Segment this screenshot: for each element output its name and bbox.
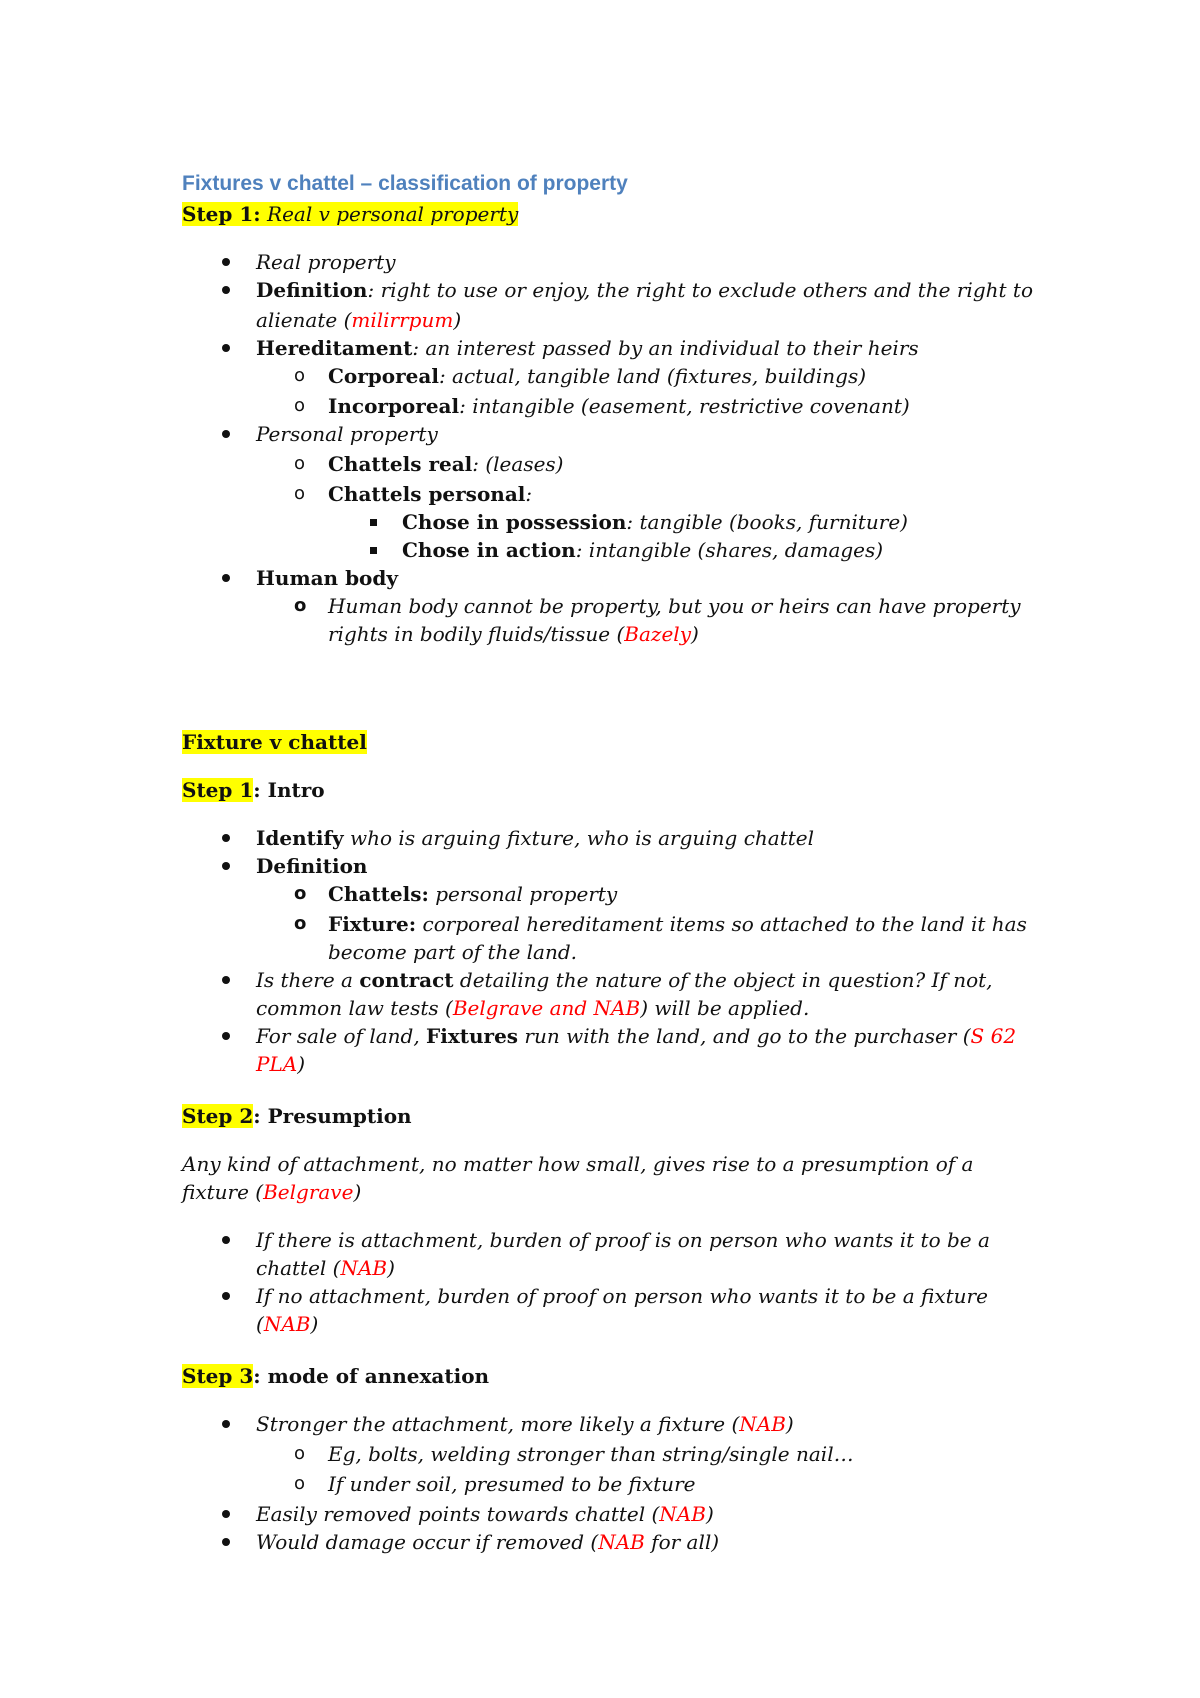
square-bullet-icon bbox=[370, 547, 377, 554]
item-text: run with the land, and go to the purchaser ( bbox=[518, 1024, 971, 1048]
item-text: who is arguing fixture, who is arguing chattel bbox=[343, 826, 815, 850]
item-text: If no attachment, burden of proof on person who wants it to be a fixture bbox=[256, 1284, 988, 1308]
bullet-icon bbox=[222, 1538, 230, 1546]
item-text: ( bbox=[256, 1312, 264, 1336]
item-text: personal property bbox=[428, 882, 618, 906]
circle-bullet-icon: o bbox=[294, 1443, 306, 1464]
item-text: : intangible (easement, restrictive covenant) bbox=[459, 394, 910, 418]
bullet-icon bbox=[222, 976, 230, 984]
bullet-icon bbox=[222, 834, 230, 842]
step-title: : mode of annexation bbox=[253, 1364, 490, 1388]
square-bullet-icon bbox=[370, 519, 377, 526]
item-continuation bbox=[256, 1310, 318, 1338]
step-heading bbox=[182, 1362, 489, 1390]
item-text: : bbox=[525, 482, 533, 506]
item-text: ) bbox=[387, 1256, 395, 1280]
bullet-icon bbox=[222, 574, 230, 582]
bullet-icon bbox=[222, 862, 230, 870]
item-label: Definition bbox=[256, 278, 368, 302]
item-label: Human body bbox=[256, 566, 398, 590]
circle-bullet-icon: o bbox=[294, 365, 306, 386]
item-text: : tangible (books, furniture) bbox=[626, 510, 908, 534]
paragraph: Any kind of attachment, no matter how small, gives rise to a presumption of a bbox=[182, 1152, 974, 1176]
circle-bullet-icon: o bbox=[294, 395, 306, 416]
step-text: Real v personal property bbox=[267, 202, 519, 226]
item-text: : intangible (shares, damages) bbox=[575, 538, 884, 562]
case-citation: NAB bbox=[340, 1256, 388, 1280]
item-text: ) will be applied. bbox=[640, 996, 810, 1020]
item-text: : (leases) bbox=[472, 452, 564, 476]
item-text: Would damage occur if removed ( bbox=[256, 1530, 599, 1554]
case-citation: NAB bbox=[739, 1412, 786, 1436]
item-text: rights in bodily fluids/tissue ( bbox=[328, 622, 625, 646]
item-text: fixture ( bbox=[182, 1180, 264, 1204]
bullet-icon bbox=[222, 1236, 230, 1244]
item-text: ) bbox=[297, 1052, 305, 1076]
circle-bullet-icon: o bbox=[294, 453, 306, 474]
item-text: ) bbox=[310, 1312, 319, 1336]
item-text: ) bbox=[705, 1502, 714, 1526]
item-text: Easily removed points towards chattel ( bbox=[256, 1502, 660, 1526]
circle-bullet-icon: o bbox=[294, 913, 307, 934]
section-title: Fixtures v chattel – classification of property bbox=[182, 172, 628, 195]
item-label: Incorporeal bbox=[328, 394, 460, 418]
item-text: If there is attachment, burden of proof is on person who wants it to be a bbox=[256, 1228, 990, 1252]
item-label: Chose in possession bbox=[402, 510, 627, 534]
item-text: If under soil, presumed to be fixture bbox=[328, 1472, 696, 1496]
item-continuation bbox=[256, 1050, 305, 1078]
item-text: Stronger the attachment, more likely a fixture ( bbox=[256, 1412, 740, 1436]
case-citation: milirrpum bbox=[351, 308, 454, 332]
section-heading bbox=[182, 728, 367, 756]
item-text: ) bbox=[785, 1412, 794, 1436]
item-text: Real property bbox=[256, 250, 396, 274]
item-label: Definition bbox=[256, 854, 368, 878]
item-label: Identify bbox=[256, 826, 344, 850]
step-heading bbox=[182, 1102, 412, 1130]
bullet-icon bbox=[222, 258, 230, 266]
item-text: detailing the nature of the object in question? If not, bbox=[453, 968, 993, 992]
item-label: Fixtures bbox=[426, 1024, 519, 1048]
bullet-icon bbox=[222, 1510, 230, 1518]
item-label: Chattels real bbox=[328, 452, 473, 476]
item-continuation bbox=[256, 306, 461, 334]
bullet-icon bbox=[222, 1292, 230, 1300]
item-label: Corporeal bbox=[328, 364, 439, 388]
item-text: ) bbox=[691, 622, 699, 646]
circle-bullet-icon: o bbox=[294, 1473, 306, 1494]
item-continuation: become part of the land. bbox=[328, 940, 577, 964]
case-citation: Bazely bbox=[624, 622, 691, 646]
step-title: : Presumption bbox=[253, 1104, 412, 1128]
bullet-icon bbox=[222, 344, 230, 352]
item-text: : actual, tangible land (fixtures, buildings) bbox=[438, 364, 867, 388]
case-citation: NAB bbox=[598, 1530, 645, 1554]
circle-bullet-icon: o bbox=[294, 483, 306, 504]
bullet-icon bbox=[222, 286, 230, 294]
case-citation: PLA bbox=[256, 1052, 298, 1076]
item-label: Chose in action bbox=[402, 538, 576, 562]
item-text: For sale of land, bbox=[256, 1024, 427, 1048]
item-label: Chattels: bbox=[328, 882, 429, 906]
step-label: Step 2 bbox=[182, 1104, 254, 1128]
circle-bullet-icon: o bbox=[294, 595, 307, 616]
item-text: ) bbox=[353, 1180, 362, 1204]
item-continuation bbox=[256, 1254, 395, 1282]
item-text: corporeal hereditament items so attached to the land it has bbox=[416, 912, 1027, 936]
item-text: ) bbox=[453, 308, 462, 332]
bullet-icon bbox=[222, 1032, 230, 1040]
step-heading bbox=[182, 200, 518, 228]
item-text: Is there a bbox=[256, 968, 360, 992]
step-label: Step 1: bbox=[182, 202, 261, 226]
item-text: chattel ( bbox=[256, 1256, 341, 1280]
case-citation: NAB bbox=[263, 1312, 311, 1336]
case-citation: S 62 bbox=[970, 1024, 1017, 1048]
item-label: contract bbox=[359, 968, 454, 992]
step-label: Step 1 bbox=[182, 778, 254, 802]
case-citation: Belgrave bbox=[263, 1180, 354, 1204]
item-text: common law tests ( bbox=[256, 996, 453, 1020]
step-heading bbox=[182, 776, 325, 804]
item-text: Eg, bolts, welding stronger than string/single nail… bbox=[328, 1442, 854, 1466]
bullet-icon bbox=[222, 1420, 230, 1428]
item-text: Personal property bbox=[256, 422, 438, 446]
step-title: : Intro bbox=[253, 778, 325, 802]
paragraph-continuation bbox=[182, 1178, 361, 1206]
item-text: : right to use or enjoy, the right to exclude others and the right to bbox=[367, 278, 1033, 302]
case-citation: Belgrave and NAB bbox=[452, 996, 641, 1020]
item-text: : an interest passed by an individual to their heirs bbox=[412, 336, 919, 360]
item-continuation bbox=[256, 994, 809, 1022]
step-label: Step 3 bbox=[182, 1364, 254, 1388]
case-citation: NAB bbox=[659, 1502, 706, 1526]
item-text: Human body cannot be property, but you or heirs can have property bbox=[328, 594, 1021, 618]
item-label: Chattels personal bbox=[328, 482, 526, 506]
bullet-icon bbox=[222, 430, 230, 438]
item-text: for all) bbox=[644, 1530, 720, 1554]
item-label: Hereditament bbox=[256, 336, 413, 360]
item-continuation bbox=[328, 620, 699, 648]
section-title: Fixture v chattel bbox=[182, 730, 367, 754]
item-text: alienate ( bbox=[256, 308, 352, 332]
circle-bullet-icon: o bbox=[294, 883, 307, 904]
item-label: Fixture: bbox=[328, 912, 417, 936]
